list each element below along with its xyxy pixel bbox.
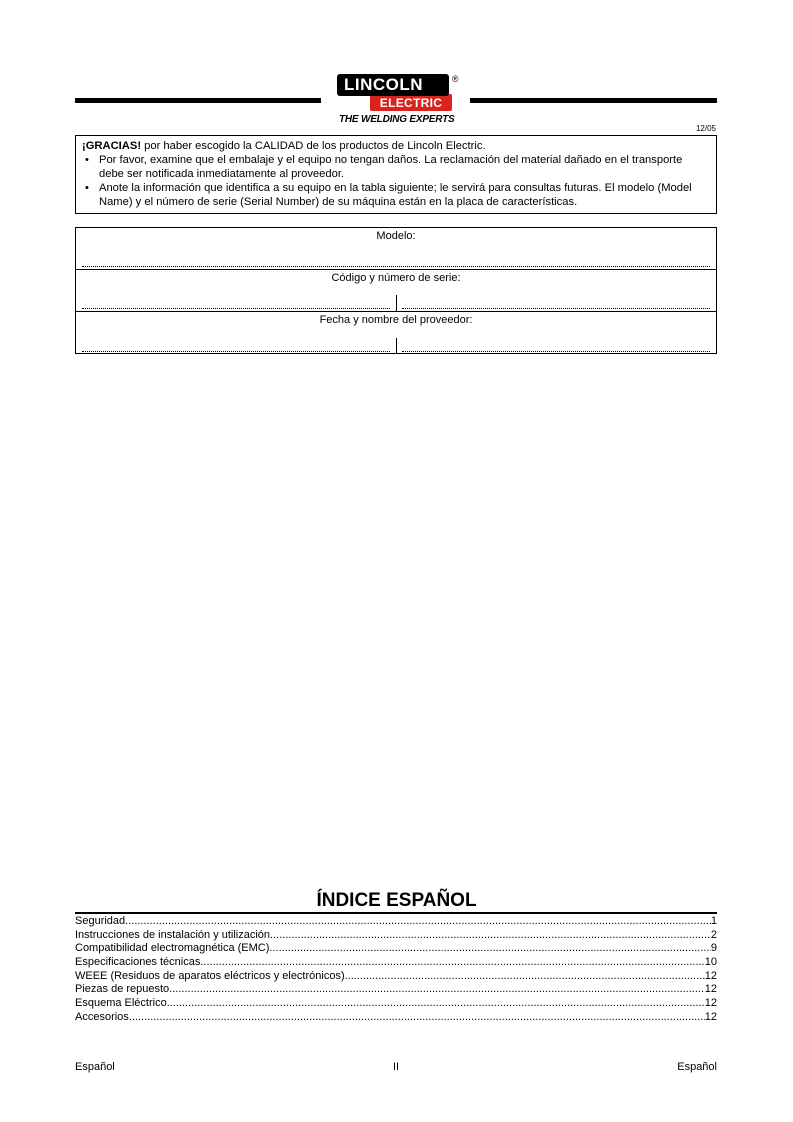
thanks-rest: por haber escogido la CALIDAD de los productos de Lincoln Electric. bbox=[141, 140, 486, 152]
logo-tagline: THE WELDING EXPERTS bbox=[339, 114, 455, 125]
toc-item-page: 12 bbox=[704, 997, 717, 1010]
toc-list bbox=[75, 915, 717, 1025]
model-row bbox=[76, 228, 716, 270]
toc-item-page: 12 bbox=[704, 969, 717, 982]
serial-divider bbox=[396, 295, 397, 311]
date-label: Fecha y nombre del proveedor: bbox=[319, 314, 473, 326]
logo-lincoln-text: LINCOLN bbox=[344, 75, 424, 94]
serial-fill-line[interactable] bbox=[402, 306, 710, 309]
header-rule-left bbox=[75, 98, 321, 103]
intro-bullet: • Anote la información que identifica a su equipo en la tabla siguiente; le servirá para consultas futuras. El modelo (Model Name) y el número de serie (Serial Number) de su máquina están en la placa de características. bbox=[99, 181, 710, 209]
toc-item-title: Piezas de repuesto bbox=[75, 983, 170, 996]
toc-item[interactable] bbox=[75, 915, 717, 929]
code-fill-line[interactable] bbox=[82, 306, 390, 309]
serial-row bbox=[76, 270, 716, 312]
model-fill-line[interactable] bbox=[82, 264, 710, 267]
date-divider bbox=[396, 338, 397, 354]
logo-electric-text: ELECTRIC bbox=[379, 95, 443, 110]
toc-item-title: Compatibilidad electromagnética (EMC) bbox=[75, 942, 270, 955]
toc-item-title: Instrucciones de instalación y utilización bbox=[75, 928, 271, 941]
toc-item[interactable] bbox=[75, 956, 717, 970]
toc-item-page: 12 bbox=[704, 983, 717, 996]
toc-leader bbox=[129, 1011, 705, 1025]
toc-item[interactable] bbox=[75, 942, 717, 956]
toc-leader bbox=[270, 929, 711, 943]
toc-item-page: 9 bbox=[710, 942, 717, 955]
date-fill-line[interactable] bbox=[82, 349, 390, 352]
date-row bbox=[76, 312, 716, 354]
page-number: II bbox=[393, 1061, 400, 1073]
thanks-line bbox=[82, 139, 710, 153]
toc-leader bbox=[167, 997, 705, 1011]
lincoln-electric-logo bbox=[337, 74, 457, 111]
serial-label: Código y número de serie: bbox=[331, 272, 461, 284]
logo-registered-mark: ® bbox=[451, 74, 459, 84]
toc-item-page: 12 bbox=[704, 1010, 717, 1023]
toc-item-page: 1 bbox=[710, 915, 717, 927]
toc-leader bbox=[125, 915, 711, 929]
footer-right: Español bbox=[677, 1061, 717, 1073]
intro-list bbox=[82, 153, 710, 209]
toc-item-title: Accesorios bbox=[75, 1010, 129, 1023]
logo-lincoln bbox=[337, 74, 459, 96]
equipment-info-table bbox=[75, 227, 717, 354]
toc-item[interactable] bbox=[75, 970, 717, 984]
model-label: Modelo: bbox=[376, 230, 416, 242]
toc-leader bbox=[269, 942, 710, 956]
toc-item[interactable] bbox=[75, 997, 717, 1011]
toc-item-title: Especificaciones técnicas bbox=[75, 956, 201, 969]
thanks-bold: ¡GRACIAS! bbox=[82, 140, 142, 152]
supplier-fill-line[interactable] bbox=[402, 349, 710, 352]
logo-electric bbox=[370, 94, 452, 111]
toc-item-page: 10 bbox=[704, 956, 717, 969]
toc-leader bbox=[200, 956, 704, 970]
toc-item[interactable] bbox=[75, 1011, 717, 1025]
toc-item[interactable] bbox=[75, 983, 717, 997]
toc-item-title: Seguridad bbox=[75, 915, 126, 927]
toc-item-title: WEEE (Residuos de aparatos eléctricos y electrónicos) bbox=[75, 969, 345, 982]
footer-left: Español bbox=[75, 1061, 115, 1073]
header-rule-right bbox=[470, 98, 717, 103]
toc-title: ÍNDICE ESPAÑOL bbox=[316, 890, 477, 911]
toc-item-title: Esquema Eléctrico bbox=[75, 997, 167, 1010]
toc-leader bbox=[345, 970, 705, 984]
toc-item[interactable] bbox=[75, 929, 717, 943]
intro-box bbox=[75, 135, 717, 214]
toc-leader bbox=[169, 983, 705, 997]
intro-bullet: • Por favor, examine que el embalaje y el equipo no tengan daños. La reclamación del material dañado en el transporte debe ser notificada inmediatamente al proveedor. bbox=[99, 153, 710, 181]
toc-rule bbox=[75, 912, 717, 914]
toc-item-page: 2 bbox=[710, 928, 717, 941]
date-code: 12/05 bbox=[695, 124, 716, 133]
